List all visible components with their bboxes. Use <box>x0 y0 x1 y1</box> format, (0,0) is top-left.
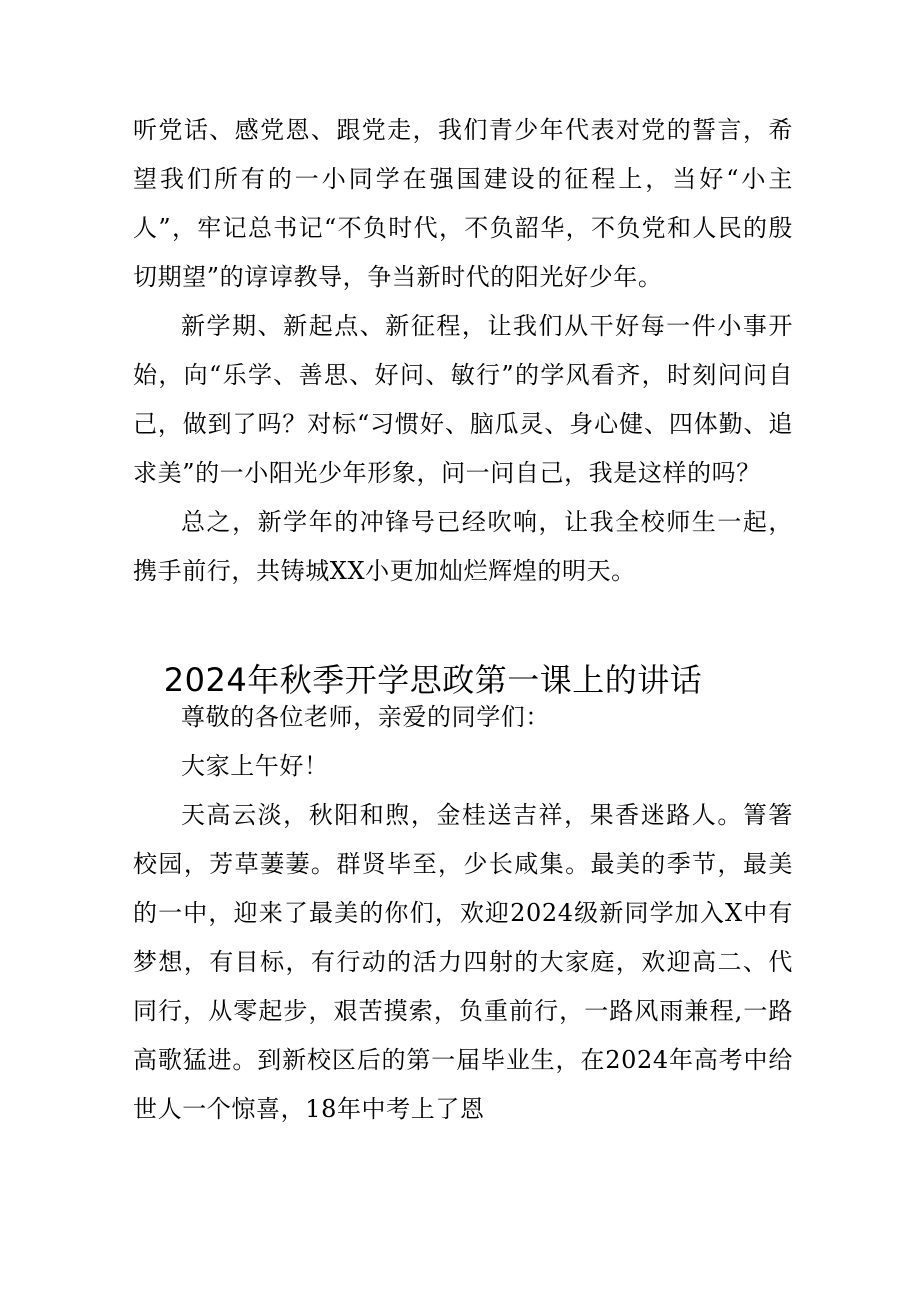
continued-speech-section <box>133 106 793 596</box>
salutation: 尊敬的各位老师，亲爱的同学们： <box>181 703 550 731</box>
paragraph-new-semester: 新学期、新起点、新征程，让我们从干好每一件小事开始，向“乐学、善思、好问、敏行”的学风看齐，时刻问问自己，做到了吗？对标“习惯好、脑瓜灵、身心健、四体勤、追求美”的一小阳光少年形象，问一问自己，我是这样的吗？ <box>133 312 793 487</box>
greeting: 大家上午好！ <box>181 752 329 780</box>
paragraph-conclusion: 总之，新学年的冲锋号已经吹响，让我全校师生一起，携手前行，共铸城XX小更加灿烂辉煌的明天。 <box>133 508 793 585</box>
paragraph-oath: 听党话、感党恩、跟党走，我们青少年代表对党的誓言，希望我们所有的一小同学在强国建设的征程上，当好“小主人”，牢记总书记“不负时代，不负韶华，不负党和人民的殷切期望”的谆谆教导，争当新时代的阳光好少年。 <box>133 116 793 291</box>
speech-title: 2024年秋季开学思政第一课上的讲话 <box>163 661 703 699</box>
speech-section <box>133 693 793 1134</box>
paragraph-opening: 天高云淡，秋阳和煦，金桂送吉祥，果香迷路人。箐箸校园，芳草萋萋。群贤毕至，少长咸集。最美的季节，最美的一中，迎来了最美的你们，欢迎2024级新同学加入X中有梦想，有目标，有行动的活力四射的大家庭，欢迎高二、代同行，从零起步，艰苦摸索，负重前行，一路风雨兼程,一路高歌猛进。到新校区后的第一届毕业生，在2024年高考中给世人一个惊喜，18年中考上了恩 <box>133 801 793 1123</box>
